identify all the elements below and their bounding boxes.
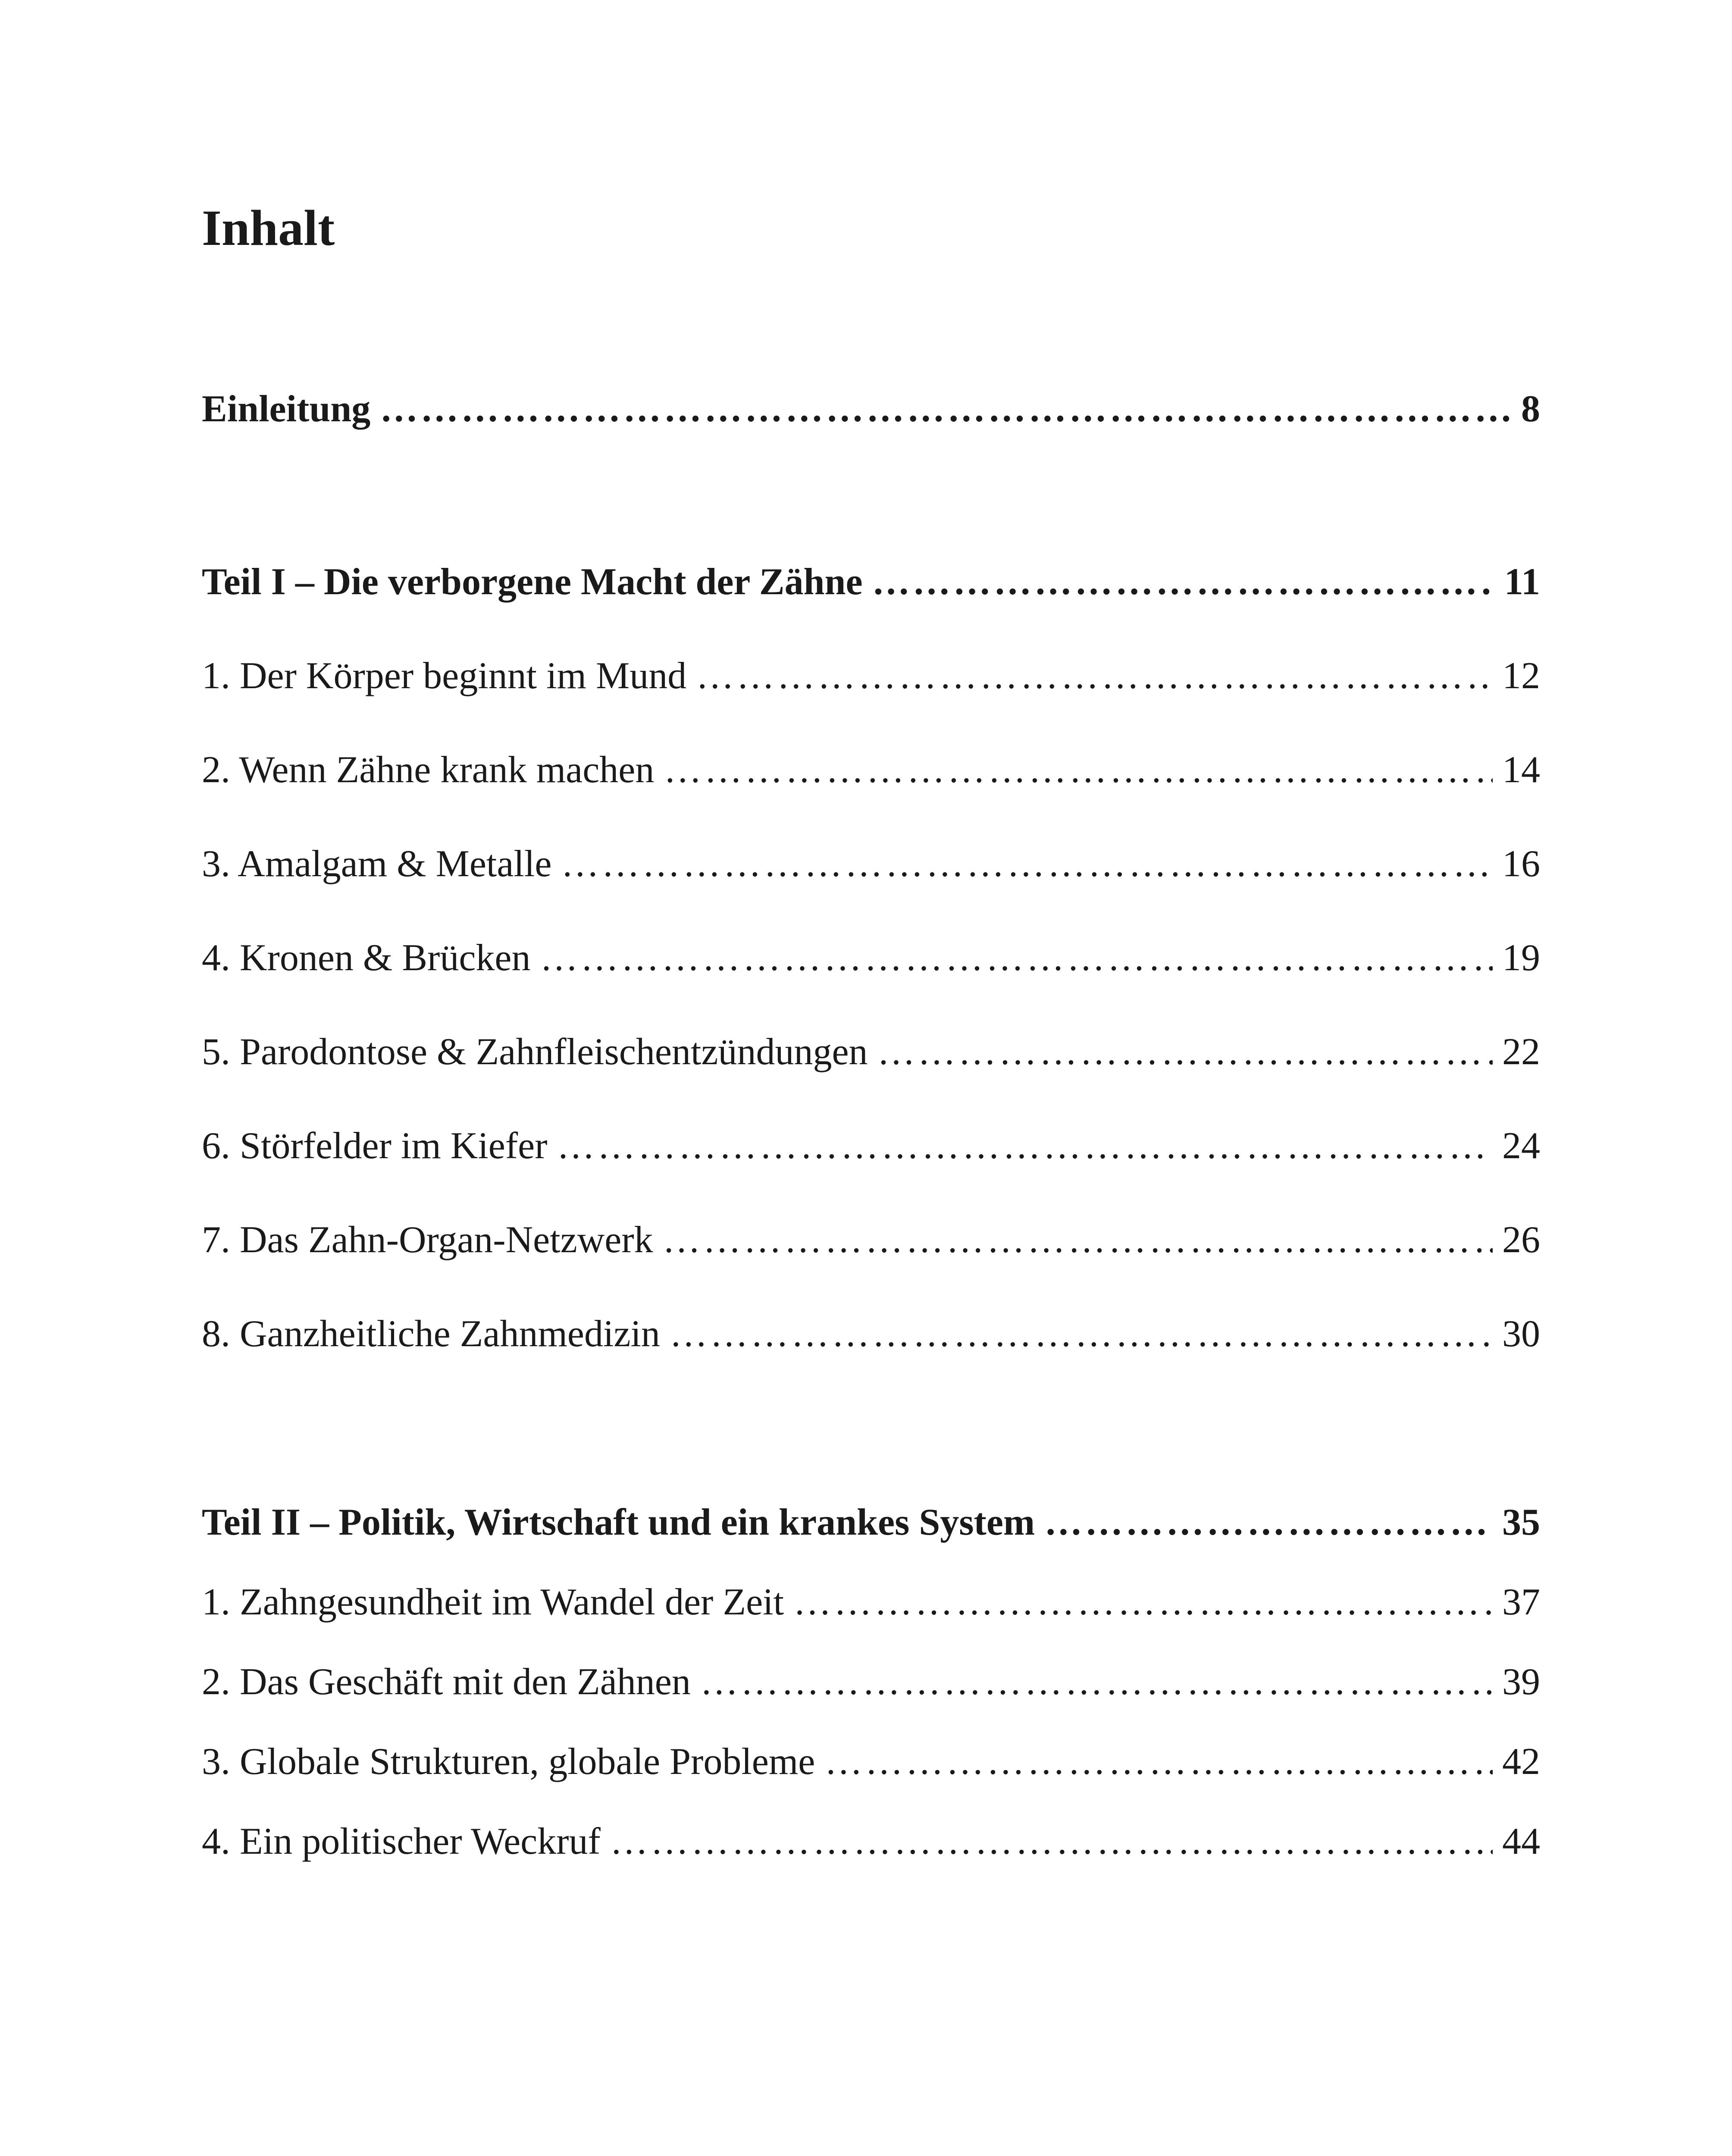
toc-entry[interactable] — [202, 1583, 1540, 1621]
toc-entry-page: 11 — [1504, 561, 1540, 603]
toc-entry-label: 5. Parodontose & Zahnfleischentzündungen — [202, 1031, 868, 1073]
toc-leader-dots — [663, 1221, 1493, 1259]
toc-entry-label: 4. Ein politischer Weckruf — [202, 1821, 601, 1862]
toc-leader-dots — [664, 751, 1493, 789]
toc-entry-label: 3. Amalgam & Metalle — [202, 843, 552, 885]
toc-entry-label: Teil I – Die verborgene Macht der Zähne — [202, 561, 863, 603]
toc-entry[interactable] — [202, 1033, 1540, 1071]
toc-leader-dots — [557, 1127, 1493, 1165]
toc-leader-dots — [540, 939, 1493, 977]
toc-entry-page: 39 — [1502, 1661, 1540, 1703]
toc-entry-page: 37 — [1502, 1581, 1540, 1623]
toc-entry-label: 1. Der Körper beginnt im Mund — [202, 655, 687, 697]
toc-entry-introduction[interactable] — [202, 390, 1540, 428]
toc-entry-label: 2. Wenn Zähne krank machen — [202, 749, 655, 791]
toc-leader-dots — [610, 1823, 1493, 1861]
toc-entry-label: Einleitung — [202, 388, 371, 430]
toc-entry-page: 19 — [1502, 937, 1540, 979]
toc-entry-page: 24 — [1502, 1125, 1540, 1167]
toc-entry-label: 8. Ganzheitliche Zahnmedizin — [202, 1313, 660, 1355]
toc-entry-label: 7. Das Zahn-Organ-Netzwerk — [202, 1219, 653, 1261]
toc-entry[interactable] — [202, 1823, 1540, 1861]
toc-entry[interactable] — [202, 657, 1540, 695]
toc-entry-label: 1. Zahngesundheit im Wandel der Zeit — [202, 1581, 784, 1623]
toc-leader-dots — [561, 845, 1493, 883]
toc-entry-page: 16 — [1502, 843, 1540, 885]
toc-entry-page: 44 — [1502, 1821, 1540, 1862]
toc-entry-page: 42 — [1502, 1741, 1540, 1783]
toc-entry-label: 6. Störfelder im Kiefer — [202, 1125, 548, 1167]
page-title: Inhalt — [202, 200, 335, 256]
toc-entry-page: 22 — [1502, 1031, 1540, 1073]
toc-entry[interactable] — [202, 1221, 1540, 1259]
toc-entry[interactable] — [202, 1127, 1540, 1165]
toc-entry-label: 3. Globale Strukturen, globale Probleme — [202, 1741, 815, 1783]
toc-entry[interactable] — [202, 1315, 1540, 1353]
toc-leader-dots — [793, 1583, 1493, 1621]
toc-entry[interactable] — [202, 845, 1540, 883]
toc-leader-dots — [700, 1663, 1493, 1701]
toc-entry-page: 8 — [1521, 388, 1540, 430]
toc-entry[interactable] — [202, 939, 1540, 977]
toc-entry-page: 35 — [1502, 1501, 1540, 1543]
toc-entry-page: 30 — [1502, 1313, 1540, 1355]
toc-entry-label: 2. Das Geschäft mit den Zähnen — [202, 1661, 691, 1703]
toc-entry-label: Teil II – Politik, Wirtschaft und ein krankes System — [202, 1501, 1035, 1543]
toc-leader-dots — [877, 1033, 1493, 1071]
toc-entry[interactable] — [202, 751, 1540, 789]
toc-leader-dots — [824, 1743, 1493, 1781]
toc-part-heading-1[interactable] — [202, 563, 1540, 601]
toc-entry[interactable] — [202, 1743, 1540, 1781]
toc-entry-page: 26 — [1502, 1219, 1540, 1261]
toc-leader-dots — [872, 563, 1495, 601]
toc-entry[interactable] — [202, 1663, 1540, 1701]
toc-entry-label: 4. Kronen & Brücken — [202, 937, 531, 979]
toc-leader-dots — [1044, 1504, 1493, 1542]
toc-leader-dots — [380, 390, 1512, 428]
toc-leader-dots — [670, 1315, 1493, 1353]
toc-entry-page: 14 — [1502, 749, 1540, 791]
toc-part-heading-2[interactable] — [202, 1501, 1540, 1543]
toc-leader-dots — [696, 657, 1493, 695]
toc-entry-page: 12 — [1502, 655, 1540, 697]
